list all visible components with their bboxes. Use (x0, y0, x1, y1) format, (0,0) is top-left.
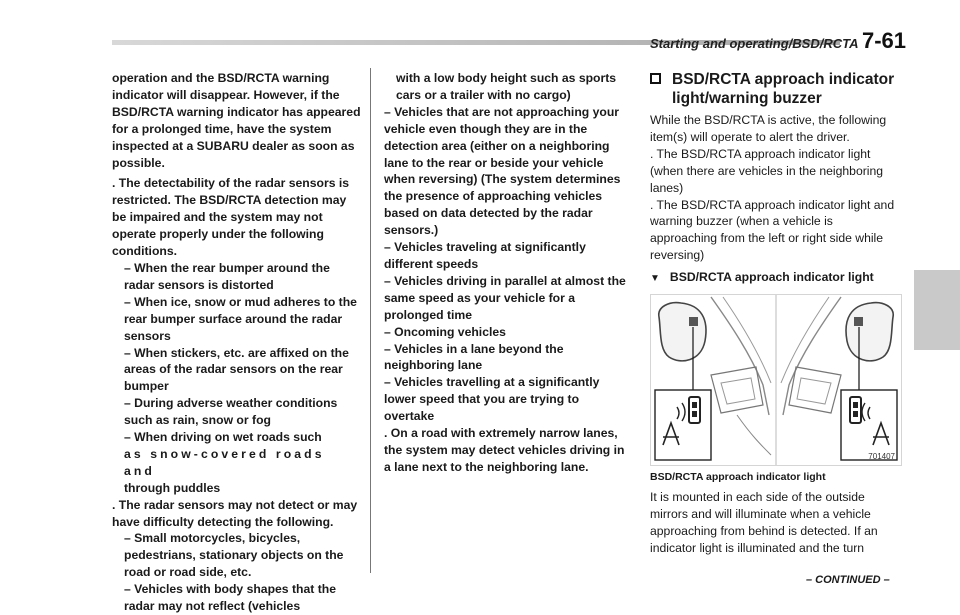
section-title: BSD/RCTA approach indicator light/warning buzzer (672, 71, 895, 107)
subsection-heading (650, 269, 902, 288)
dash-item: – Vehicles in a lane beyond the neighboring lane (384, 341, 564, 373)
continued-label: – CONTINUED – (806, 574, 890, 586)
dash-item: – When the rear bumper around the radar sensors is distorted (124, 260, 330, 292)
page-number: 7-61 (862, 28, 907, 53)
header-title: Starting and operating/BSD/RCTA (650, 36, 859, 51)
paragraph: operation and the BSD/RCTA warning indicator will disappear. However, if the BSD/RCTA warning indicator has appeared for a prolonged time, have the system inspected at a SUBARU dealer as soon as possible. (112, 71, 361, 170)
column-divider (370, 68, 371, 573)
figure-caption: BSD/RCTA approach indicator light (650, 471, 826, 484)
dash-item: – When stickers, etc. are affixed on the areas of the radar sensors on the rear bumper (124, 345, 349, 394)
dash-item-continued: as snow-covered roads and (124, 446, 325, 478)
column-left (112, 70, 362, 615)
body-paragraph: It is mounted in each side of the outside mirrors and will illuminate when a vehicle approaching from behind is detected. If an indicator light is illuminated and the turn (650, 490, 878, 555)
dash-item: – Vehicles that are not approaching your vehicle even though they are in the detection area (either on a neighboring lane to the rear or beside your vehicle when reversing) (The system determines the presence of approaching vehicles based on data detected by the radar sensors.) (384, 104, 621, 238)
mirror-illustration (651, 295, 901, 465)
dash-item: – Vehicles driving in parallel at almost the same speed as your vehicle for a prolonged time (384, 273, 626, 322)
dash-item: – During adverse weather conditions such as rain, snow or fog (124, 396, 338, 428)
intro-paragraph: While the BSD/RCTA is active, the following item(s) will operate to alert the driver. (650, 113, 887, 144)
section-square-icon (650, 73, 661, 84)
dash-item: – Oncoming vehicles (384, 324, 506, 339)
dash-item-continued: through puddles (124, 480, 221, 495)
dash-item-continued: with a low body height such as sports cars or a trailer with no cargo) (396, 71, 617, 102)
bullet-item: . The detectability of the radar sensors is restricted. The BSD/RCTA detection may be impaired and the system may not operate properly under the following conditions. (112, 176, 350, 259)
column-right (650, 70, 902, 557)
dash-item: – Vehicles traveling at significantly different speeds (384, 240, 586, 271)
chapter-tab (914, 270, 960, 350)
dash-item: – When driving on wet roads such (124, 430, 322, 445)
figure-code: 701407 (868, 452, 895, 462)
section-heading (650, 70, 902, 108)
dash-item: – Vehicles with body shapes that the radar may not reflect (vehicles (124, 582, 336, 614)
subsection-title: BSD/RCTA approach indicator light (669, 270, 874, 285)
triangle-bullet-icon: ▼ (650, 273, 660, 285)
bullet-item: . On a road with extremely narrow lanes, the system may detect vehicles driving in a lane next to the neighboring lane. (384, 426, 625, 474)
dash-item: – When ice, snow or mud adheres to the rear bumper surface around the radar sensors (124, 294, 357, 343)
mirror-indicator-figure (650, 294, 902, 466)
column-middle (384, 70, 632, 476)
bullet-item: . The BSD/RCTA approach indicator light (when there are vehicles in the neighboring lanes) (650, 146, 884, 195)
bullet-item: . The radar sensors may not detect or may have difficulty detecting the following. (112, 497, 358, 529)
dash-item: – Vehicles travelling at a significantly lower speed that you are trying to overtake (384, 375, 600, 424)
bullet-item: . The BSD/RCTA approach indicator light and warning buzzer (when a vehicle is approaching from the left or right side while reversing) (650, 197, 895, 263)
dash-item: – Small motorcycles, bicycles, pedestrians, stationary objects on the road or road side, etc. (124, 531, 344, 580)
